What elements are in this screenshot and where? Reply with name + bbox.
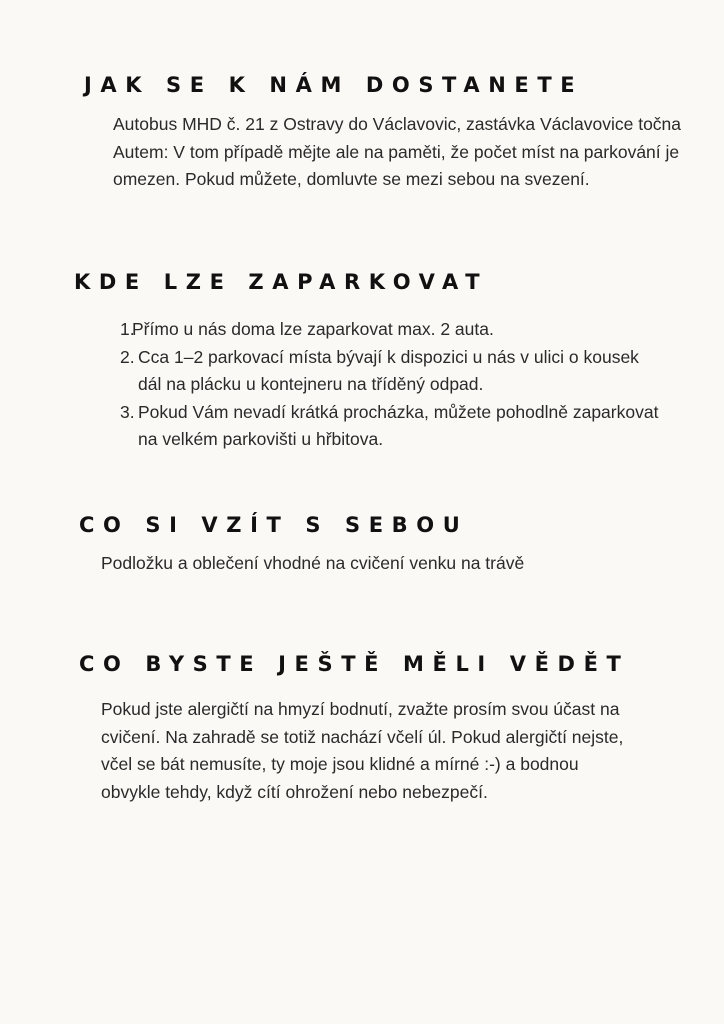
list-item [120, 344, 660, 399]
good-to-know-text: Pokud jste alergičtí na hmyzí bodnutí, zvažte prosím svou účast na cvičení. Na zahradě se totiž nachází včelí úl. Pokud alergičtí nejste, včel se bát nemusíte, ty moje jsou klidné a mírné :-) a bodnou obvykle tehdy, když cítí ohrožení nebo nebezpečí. [101, 699, 624, 802]
list-item-number: 1. [120, 319, 135, 339]
bus-directions: Autobus MHD č. 21 z Ostravy do Václavovic, zastávka Václavovice točna [113, 114, 682, 134]
car-directions: Autem: V tom případě mějte ale na paměti, že počet míst na parkování je omezen. Pokud můžete, domluvte se mezi sebou na svezení. [113, 141, 680, 189]
what-to-bring-body [101, 550, 661, 578]
heading-what-to-bring: CO SI VZÍT S SEBOU [79, 513, 469, 537]
heading-good-to-know: CO BYSTE JEŠTĚ MĚLI VĚDĚT [79, 652, 630, 676]
parking-list [120, 316, 660, 454]
list-item-text: Pokud Vám nevadí krátká procházka, můžete pohodlně zaparkovat na velkém parkovišti u hřbitova. [138, 401, 659, 449]
what-to-bring-text: Podložku a oblečení vhodné na cvičení venku na trávě [101, 553, 525, 573]
list-item [120, 399, 660, 454]
list-item-number: 2. [120, 346, 135, 367]
list-item [120, 316, 660, 344]
list-item-text: Přímo u nás doma lze zaparkovat max. 2 auta. [132, 319, 494, 339]
heading-getting-here: JAK SE K NÁM DOSTANETE [84, 73, 584, 97]
list-item-number: 3. [120, 401, 135, 422]
getting-here-body [113, 111, 688, 194]
good-to-know-body [101, 696, 636, 806]
heading-parking: KDE LZE ZAPARKOVAT [74, 270, 489, 294]
list-item-text: Cca 1–2 parkovací místa bývají k dispozici u nás v ulici o kousek dál na plácku u kontejneru na tříděný odpad. [138, 346, 639, 394]
